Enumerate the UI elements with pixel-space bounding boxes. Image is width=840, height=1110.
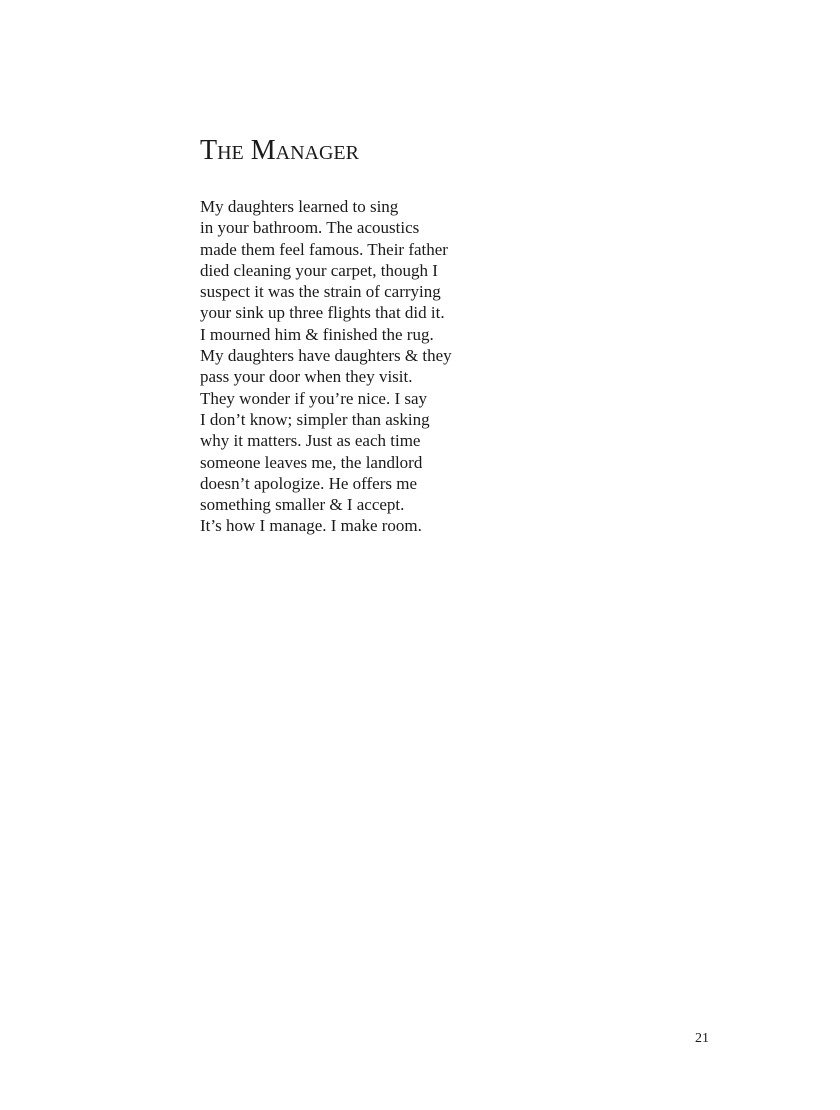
poem-line: made them feel famous. Their father (200, 239, 448, 259)
poem-line: doesn’t apologize. He offers me (200, 473, 417, 493)
poem-line: why it matters. Just as each time (200, 431, 421, 451)
poem-line: I don’t know; simpler than asking (200, 409, 430, 429)
poem-line: My daughters have daughters & they (200, 346, 452, 366)
page-number: 21 (695, 1031, 709, 1046)
poem-line: pass your door when they visit. (200, 367, 413, 387)
poem-line: your sink up three flights that did it. (200, 303, 445, 323)
poem-line: They wonder if you’re nice. I say (200, 388, 428, 408)
poem-line: something smaller & I accept. (200, 495, 405, 515)
poem-line: My daughters learned to sing (200, 197, 399, 216)
poem-line: died cleaning your carpet, though I (200, 260, 438, 280)
poem-body (200, 196, 452, 537)
poem-title: The Manager (200, 135, 359, 166)
poem-line: in your bathroom. The acoustics (200, 218, 420, 238)
poem-line: suspect it was the strain of carrying (200, 282, 441, 302)
poem-line: I mourned him & finished the rug. (200, 324, 434, 344)
poem-line: It’s how I manage. I make room. (200, 516, 422, 536)
poem-line: someone leaves me, the landlord (200, 452, 423, 472)
